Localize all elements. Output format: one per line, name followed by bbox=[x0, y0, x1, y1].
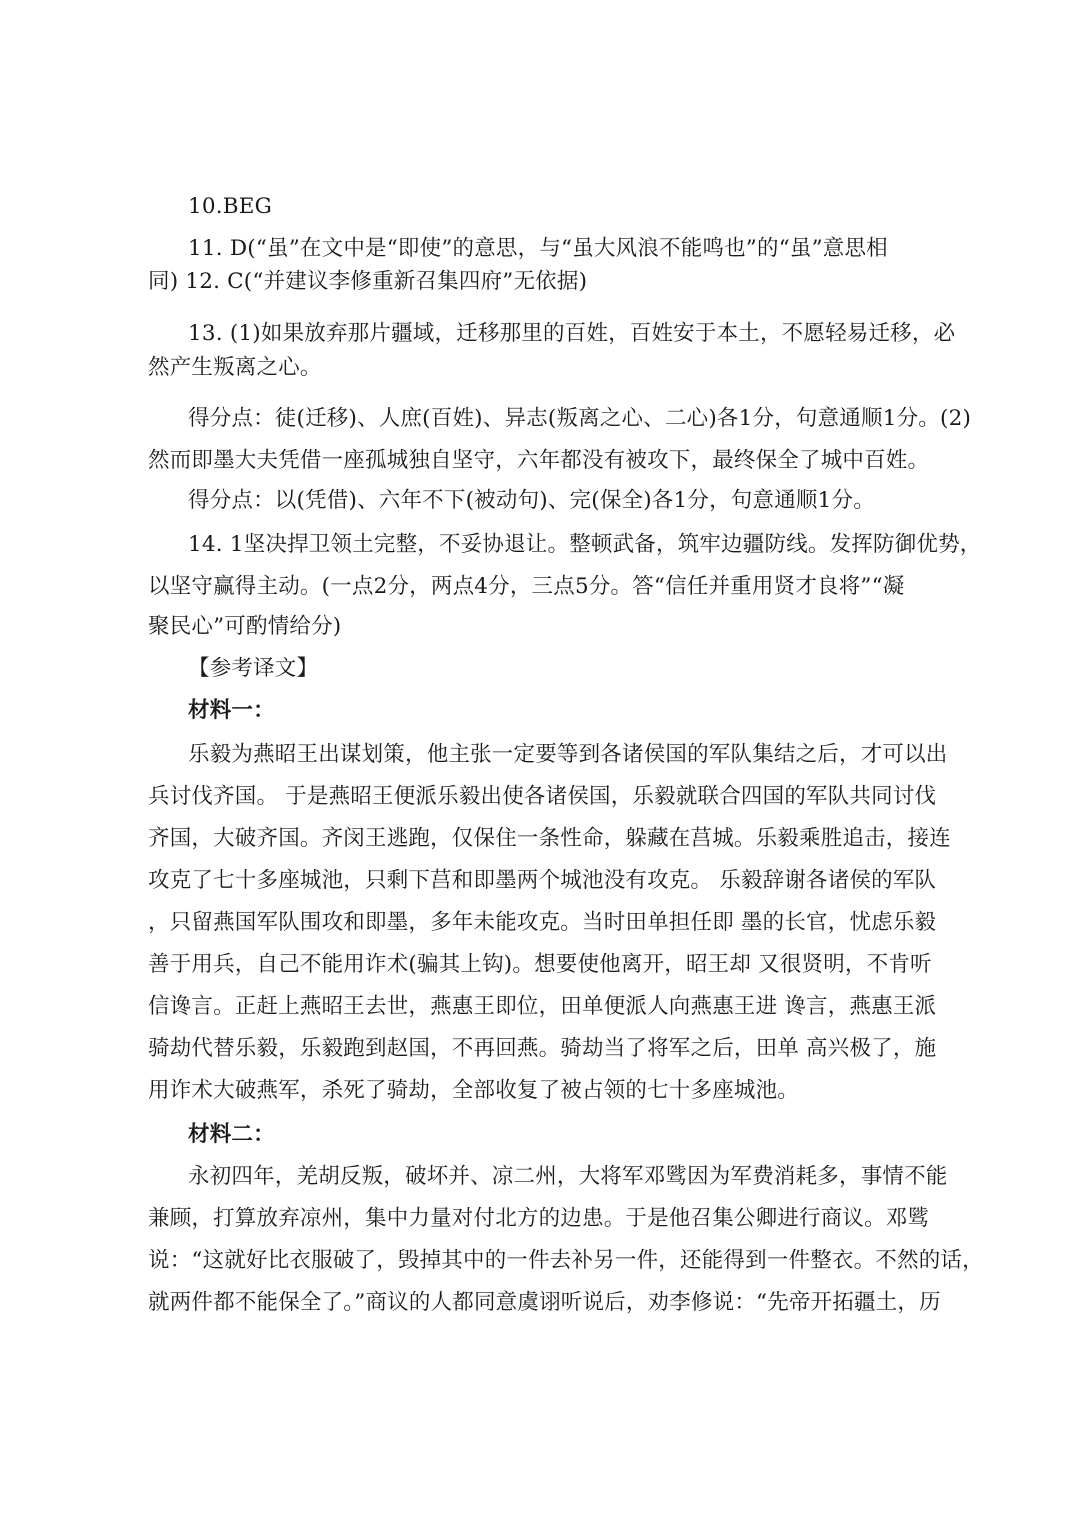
translation-heading: 【参考译文】 bbox=[188, 656, 319, 681]
scoring-points-line-1: 得分点：徒(迁移)、人庶(百姓)、异志(叛离之心、二心)各1分，句意通顺1分。(2) bbox=[188, 406, 972, 431]
material-two-line-4: 就两件都不能保全了。”商议的人都同意虞诩听说后，劝李修说：“先帝开拓疆土，历 bbox=[148, 1290, 941, 1315]
answer-14-line-1: 14. 1坚决捍卫领土完整，不妥协退让。整顿武备，筑牢边疆防线。发挥防御优势， bbox=[188, 532, 982, 557]
material-one-line-5: ，只留燕国军队围攻和即墨，多年未能攻克。当时田单担任即 墨的长官，忧虑乐毅 bbox=[148, 910, 937, 935]
answer-11-line-2: 同) 12. C(“并建议李修重新召集四府”无依据) bbox=[148, 269, 588, 294]
answer-13-line-1: 13. (1)如果放弃那片疆域，迁移那里的百姓，百姓安于本土，不愿轻易迁移，必 bbox=[188, 321, 956, 346]
material-one-heading: 材料一： bbox=[188, 698, 275, 723]
material-two-line-2: 兼顾，打算放弃凉州，集中力量对付北方的边患。于是他召集公卿进行商议。邓骘 bbox=[148, 1206, 930, 1231]
material-two-line-3: 说：“这就好比衣服破了，毁掉其中的一件去补另一件，还能得到一件整衣。不然的话， bbox=[148, 1248, 984, 1273]
material-one-line-1: 乐毅为燕昭王出谋划策，他主张一定要等到各诸侯国的军队集结之后，才可以出 bbox=[188, 742, 948, 767]
material-one-line-7: 信谗言。正赶上燕昭王去世，燕惠王即位，田单便派人向燕惠王进 谗言，燕惠王派 bbox=[148, 994, 937, 1019]
answer-14-line-3: 聚民心”可酌情给分) bbox=[148, 614, 342, 639]
answer-13-line-2: 然产生叛离之心。 bbox=[148, 355, 322, 380]
material-two-heading: 材料二： bbox=[188, 1122, 275, 1147]
scoring-points-line-2: 然而即墨大夫凭借一座孤城独自坚守，六年都没有被攻下，最终保全了城中百姓。 bbox=[148, 448, 930, 473]
material-one-line-6: 善于用兵，自己不能用诈术(骗其上钩)。想要使他离开，昭王却 又很贤明，不肯听 bbox=[148, 952, 932, 977]
material-one-line-4: 攻克了七十多座城池，只剩下莒和即墨两个城池没有攻克。 乐毅辞谢各诸侯的军队 bbox=[148, 868, 937, 893]
scoring-points-line-3: 得分点：以(凭借)、六年不下(被动句)、完(保全)各1分，句意通顺1分。 bbox=[188, 488, 875, 513]
material-one-line-2: 兵讨伐齐国。 于是燕昭王便派乐毅出使各诸侯国，乐毅就联合四国的军队共同讨伐 bbox=[148, 784, 937, 809]
material-one-line-8: 骑劫代替乐毅，乐毅跑到赵国，不再回燕。骑劫当了将军之后，田单 高兴极了，施 bbox=[148, 1036, 937, 1061]
answer-11-line-1: 11. D(“虽”在文中是“即使”的意思，与“虽大风浪不能鸣也”的“虽”意思相 bbox=[188, 236, 888, 261]
material-one-line-3: 齐国，大破齐国。齐闵王逃跑，仅保住一条性命，躲藏在莒城。乐毅乘胜追击，接连 bbox=[148, 826, 951, 851]
answer-10: 10.BEG bbox=[188, 194, 273, 219]
material-two-line-1: 永初四年，羌胡反叛，破坏并、凉二州，大将军邓骘因为军费消耗多，事情不能 bbox=[188, 1164, 948, 1189]
answer-14-line-2: 以坚守赢得主动。(一点2分，两点4分，三点5分。答“信任并重用贤才良将”“凝 bbox=[148, 574, 905, 599]
material-one-line-9: 用诈术大破燕军，杀死了骑劫，全部收复了被占领的七十多座城池。 bbox=[148, 1078, 800, 1103]
